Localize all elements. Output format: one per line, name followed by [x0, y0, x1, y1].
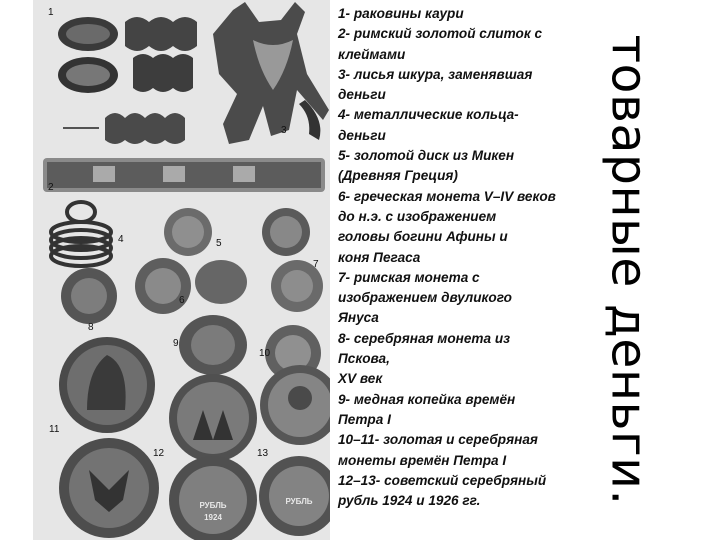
caption-line: деньги: [338, 87, 386, 103]
plate-number: 13: [257, 448, 269, 459]
caption-line: клеймами: [338, 46, 406, 62]
coin-inscription: РУБЛЬ: [199, 501, 227, 510]
plate-number: 11: [49, 424, 60, 435]
caption-line: коня Пегаса: [338, 249, 421, 265]
caption-line: деньги: [338, 127, 386, 143]
slide-title: товарные деньги.: [600, 34, 658, 506]
caption-line: головы богини Афины и: [338, 229, 508, 245]
plate-number: 10: [259, 348, 271, 359]
plate-number: 6: [179, 295, 185, 306]
caption-line: Януса: [338, 310, 379, 326]
caption-line: 1- раковины каури: [338, 6, 464, 21]
caption-line: 5- золотой диск из Микен: [338, 148, 515, 164]
gold-bar: [43, 158, 325, 192]
caption-line: 12–13- советский серебряный: [338, 472, 547, 488]
plate-number: 7: [313, 259, 319, 270]
plate-number: 12: [153, 448, 165, 459]
caption-line: 6- греческая монета V–IV веков: [338, 188, 556, 204]
caption-line: 8- серебряная монета из: [338, 330, 511, 346]
money-illustration-plate: [33, 0, 330, 540]
caption-line: 4- металлические кольца-: [338, 107, 519, 123]
caption-line: 3- лисья шкура, заменявшая: [338, 66, 533, 82]
caption-line: изображением двуликого: [338, 290, 512, 306]
slide-title-vertical: [600, 0, 658, 540]
historical-money-figure: [33, 0, 330, 540]
coin-inscription: 1924: [204, 513, 222, 522]
caption-line: 7- римская монета с: [338, 269, 480, 285]
caption-line: 9- медная копейка времён: [338, 391, 516, 407]
plate-number: 4: [118, 234, 124, 245]
caption-line: 2- римский золотой слиток с: [338, 26, 543, 42]
plate-number: 8: [88, 322, 94, 333]
plate-number: 9: [173, 338, 179, 349]
caption-line: Петра I: [338, 411, 391, 427]
plate-number: 5: [216, 238, 222, 249]
caption-line: (Древняя Греция): [338, 168, 458, 184]
plate-number: 2: [48, 182, 54, 193]
caption-list: [338, 4, 600, 511]
caption-line: монеты времён Петра I: [338, 452, 507, 468]
caption-line: рубль 1924 и 1926 гг.: [338, 493, 481, 509]
coin-inscription: РУБЛЬ: [285, 497, 313, 506]
plate-number: 1: [48, 7, 54, 18]
caption-line: XV век: [338, 371, 383, 387]
caption-line: Пскова,: [338, 351, 390, 367]
plate-number: 3: [281, 125, 287, 136]
caption-line: до н.э. с изображением: [338, 208, 497, 224]
caption-line: 10–11- золотая и серебряная: [338, 432, 538, 448]
